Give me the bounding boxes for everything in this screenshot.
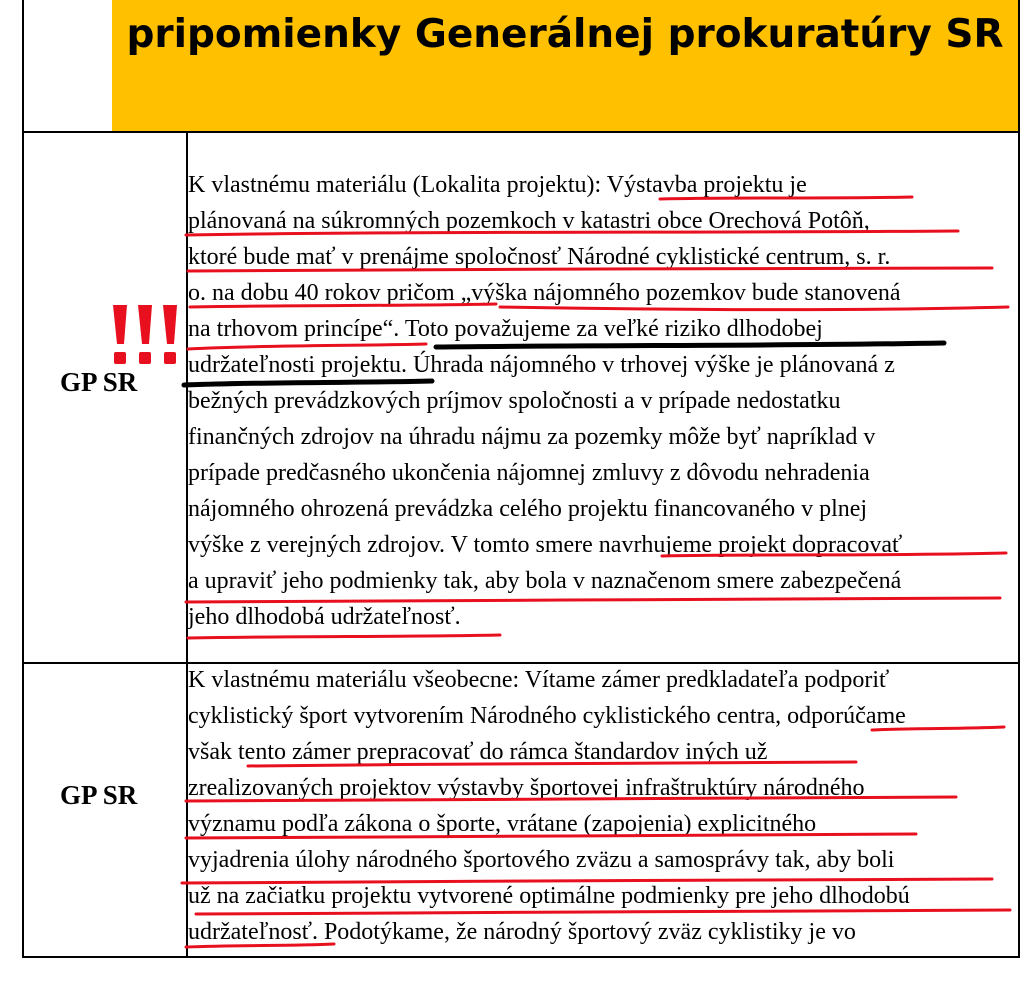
underline-mark [500,307,1008,310]
text-line: nájomného ohrozená prevádzka celého projektu financovaného v plnej [188,496,868,522]
underline-mark [186,231,958,235]
text-line: však tento zámer prepracovať do rámca štandardov iných už [188,739,768,765]
underline-mark [190,304,496,307]
underline-mark [188,344,426,349]
text-line: plánovaná na súkromných pozemkoch v katastri obce Orechová Potôň, [188,208,870,234]
underline-mark [248,762,856,766]
emphasis-underline-mark [436,343,944,347]
text-line: udržateľnosť. Podotýkame, že národný športový zväz cyklistiky je vo [188,919,856,945]
underline-mark [186,834,916,838]
underline-mark [196,910,1010,914]
text-line: už na začiatku projektu vytvorené optimálne podmienky pre jeho dlhodobú [188,883,910,909]
text-line: udržateľnosti projektu. Úhrada nájomného v trhovej výške je plánovaná z [188,352,895,378]
underline-mark [186,797,956,801]
text-line: bežných prevádzkových príjmov spoločnosti a v prípade nedostatku [188,388,841,414]
text-line: K vlastnému materiálu všeobecne: Vítame zámer predkladateľa podporiť [188,667,890,693]
underline-mark [186,944,334,947]
text-line: finančných zdrojov na úhradu nájmu za pozemky môže byť napríklad v [188,424,876,450]
underline-mark [182,879,992,883]
text-line: prípade predčasného ukončenia nájomnej zmluvy z dôvodu nehradenia [188,460,870,486]
underline-mark [186,598,1000,602]
underline-mark [872,727,1004,730]
text-line: o. na dobu 40 rokov pričom „výška nájomného pozemkov bude stanovená [188,280,901,306]
text-line: cyklistický šport vytvorením Národného cyklistického centra, odporúčame [188,703,906,729]
text-line: K vlastnému materiálu (Lokalita projektu): Výstavba projektu je [188,172,807,198]
row-label-gp-sr: GP SR [60,780,138,810]
text-line: výške z verejných zdrojov. V tomto smere navrhujeme projekt dopracovať [188,532,903,558]
underline-mark [660,197,912,199]
text-line: jeho dlhodobá udržateľnosť. [188,604,461,630]
text-line: vyjadrenia úlohy národného športového zväzu a samosprávy tak, aby boli [188,847,895,873]
text-line: ktoré bude mať v prenájme spoločnosť Národné cyklistické centrum, s. r. [188,244,891,270]
text-line: zrealizovaných projektov výstavby športovej infraštruktúry národného [188,775,865,801]
underline-mark [188,635,500,638]
page-title: pripomienky Generálnej prokuratúry SR [126,12,1004,57]
text-line: významu podľa zákona o športe, vrátane (zapojenia) explicitného [188,811,817,837]
row-label-gp-sr: GP SR [60,367,138,397]
underline-mark [662,553,1006,556]
emphasis-underline-mark [184,381,432,385]
underline-mark [188,268,992,271]
text-line: a upraviť jeho podmienky tak, aby bola v naznačenom smere zabezpečená [188,568,902,594]
text-line: na trhovom princípe“. Toto považujeme za veľké riziko dlhodobej [188,316,823,342]
